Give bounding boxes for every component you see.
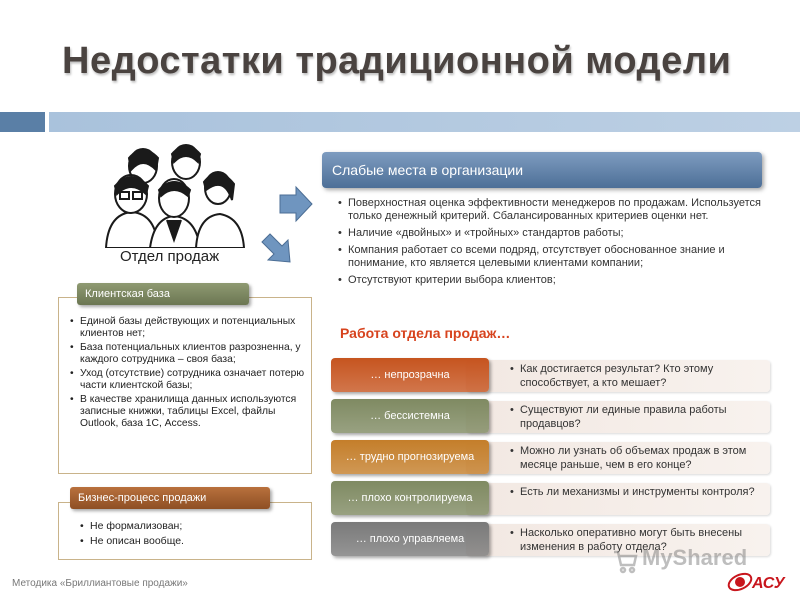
row-label-unsystematic: … бессистемна xyxy=(331,399,489,433)
title-accent-bar xyxy=(0,112,45,132)
company-logo xyxy=(726,566,790,596)
row-question: • Как достигается результат? Кто этому способствует, а кто мешает? xyxy=(508,362,768,390)
list-item: • База потенциальных клиентов разрозненна, у каждого сотрудника – своя база; xyxy=(70,342,306,366)
list-item: • Уход (отсутствие) сотрудника означает потерю части клиентской базы; xyxy=(70,368,306,392)
row-question: • Существуют ли единые правила работы продавцов? xyxy=(508,403,768,431)
list-item: • Не формализован; xyxy=(80,520,300,533)
arrow-down-right-icon xyxy=(258,230,296,268)
row-label-poorly-managed: … плохо управляема xyxy=(331,522,489,556)
cart-icon xyxy=(612,548,638,574)
weak-points-list xyxy=(330,197,770,291)
list-item: • Наличие «двойных» и «тройных» стандартов работы; xyxy=(330,227,770,240)
list-item: • Единой базы действующих и потенциальных клиентов нет; xyxy=(70,316,306,340)
client-base-header: Клиентская база xyxy=(77,283,249,305)
sales-work-title: Работа отдела продаж… xyxy=(340,325,511,341)
arrow-right-icon xyxy=(278,185,314,223)
list-item: • Поверхностная оценка эффективности менеджеров по продажам. Используется только денежный критерий. Сбалансированных критериев оценки нет. xyxy=(330,197,770,223)
list-item: • В качестве хранилища данных используются записные книжки, таблицы Excel, файлы Outlook, база 1С, Access. xyxy=(70,394,306,430)
row-label-opaque: … непрозрачна xyxy=(331,358,489,392)
list-item: • Отсутствуют критерии выбора клиентов; xyxy=(330,274,770,287)
footer-text: Методика «Бриллиантовые продажи» xyxy=(12,578,188,589)
title-underline-bar xyxy=(49,112,800,132)
weak-points-header: Слабые места в организации xyxy=(322,152,762,188)
row-label-unpredictable: … трудно прогнозируема xyxy=(331,440,489,474)
row-label-poorly-controlled: … плохо контролируема xyxy=(331,481,489,515)
department-label: Отдел продаж xyxy=(120,248,220,265)
logo-text: АСУ xyxy=(752,575,785,592)
business-process-header: Бизнес-процесс продажи xyxy=(70,487,270,509)
list-item: • Не описан вообще. xyxy=(80,535,300,548)
list-item: • Компания работает со всеми подряд, отсутствует обоснованное знание и понимание, кто является целевыми клиентами компании; xyxy=(330,244,770,270)
business-process-list xyxy=(80,520,300,550)
watermark: MyShared xyxy=(642,545,748,570)
row-question: • Есть ли механизмы и инструменты контроля? xyxy=(508,485,768,499)
row-question: • Можно ли узнать об объемах продаж в этом месяце раньше, чем в его конце? xyxy=(508,444,768,472)
client-base-list xyxy=(70,316,306,432)
row-question: • Насколько оперативно могут быть внесены изменения в работу отдела? xyxy=(508,526,768,554)
page-title: Недостатки традиционной модели xyxy=(62,40,732,82)
people-group-icon xyxy=(98,140,248,248)
